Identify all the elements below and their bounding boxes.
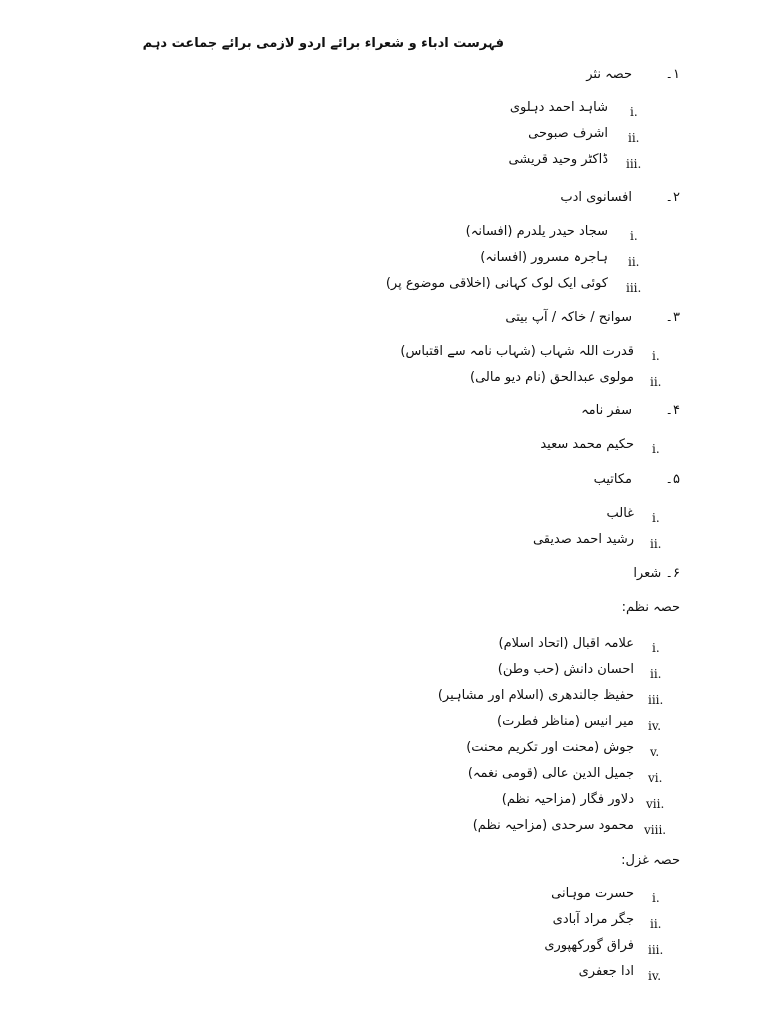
list-item: دلاور فگار (مزاحیہ نظم) xyxy=(501,792,634,807)
section-5-title: مکاتیب xyxy=(593,472,632,487)
list-item-number: iii. xyxy=(648,943,664,957)
list-item: غالب xyxy=(606,506,634,521)
list-item: حسرت موہانی xyxy=(551,886,634,901)
list-item-number: ii. xyxy=(650,537,662,551)
list-item: جمیل الدین عالی (قومی نغمہ) xyxy=(467,766,634,781)
list-item-number: vii. xyxy=(646,797,665,811)
list-item-number: i. xyxy=(652,349,660,363)
list-item-number: ii. xyxy=(650,667,662,681)
list-item: جگر مراد آبادی xyxy=(552,912,634,927)
list-item: محمود سرحدی (مزاحیہ نظم) xyxy=(472,818,634,833)
list-item-number: viii. xyxy=(644,823,667,837)
section-5-number: ۵۔ xyxy=(665,472,680,487)
list-item-number: ii. xyxy=(650,375,662,389)
list-item-number: i. xyxy=(652,891,660,905)
list-item-number: ii. xyxy=(628,255,640,269)
list-item: رشید احمد صدیقی xyxy=(532,532,634,547)
list-item: حفیظ جالندھری (اسلام اور مشاہیر) xyxy=(437,688,634,703)
list-item-number: iv. xyxy=(648,719,662,733)
list-item: قدرت اللہ شہاب (شہاب نامہ سے اقتباس) xyxy=(400,344,634,359)
list-item-number: iii. xyxy=(626,281,642,295)
section-2-title: افسانوی ادب xyxy=(560,190,632,205)
list-item: ہاجرہ مسرور (افسانہ) xyxy=(480,250,608,265)
list-item-number: v. xyxy=(650,745,660,759)
section-3-number: ۳۔ xyxy=(665,310,680,325)
ghazal-heading: حصہ غزل: xyxy=(621,853,680,868)
section-2-number: ۲۔ xyxy=(665,190,680,205)
list-item: شاہد احمد دہلوی xyxy=(509,100,608,115)
list-item: حکیم محمد سعید xyxy=(540,437,634,452)
list-item-number: i. xyxy=(630,229,638,243)
list-item-number: i. xyxy=(652,511,660,525)
page-title: فہرست ادباء و شعراء برائے اردو لازمی برائے جماعت دہم xyxy=(142,36,504,51)
nazm-heading: حصہ نظم: xyxy=(621,600,680,615)
list-item-number: vi. xyxy=(648,771,663,785)
list-item: اشرف صبوحی xyxy=(528,126,608,141)
list-item: احسان دانش (حب وطن) xyxy=(497,662,634,677)
list-item: کوئی ایک لوک کہانی (اخلاقی موضوع پر) xyxy=(385,276,608,291)
list-item-number: iv. xyxy=(648,969,662,983)
section-4-title: سفر نامہ xyxy=(581,403,632,418)
section-3-title: سوانح / خاکہ / آپ بیتی xyxy=(505,310,632,325)
list-item: سجاد حیدر یلدرم (افسانہ) xyxy=(465,224,608,239)
list-item-number: i. xyxy=(652,641,660,655)
section-4-number: ۴۔ xyxy=(665,403,680,418)
section-6-title: ۶۔ شعرا xyxy=(633,566,680,581)
list-item: مولوی عبدالحق (نام دیو مالی) xyxy=(470,370,634,385)
section-1-number: ۱۔ xyxy=(665,67,680,82)
list-item: میر انیس (مناظر فطرت) xyxy=(497,714,634,729)
list-item: ادا جعفری xyxy=(578,964,634,979)
section-1-title: حصہ نثر xyxy=(586,67,632,82)
list-item-number: i. xyxy=(630,105,638,119)
list-item: علامہ اقبال (اتحاد اسلام) xyxy=(498,636,634,651)
list-item-number: ii. xyxy=(650,917,662,931)
list-item: فراق گورکھپوری xyxy=(544,938,634,953)
list-item: ڈاکٹر وحید قریشی xyxy=(508,152,608,167)
list-item: جوش (محنت اور تکریم محنت) xyxy=(466,740,634,755)
list-item-number: iii. xyxy=(648,693,664,707)
list-item-number: i. xyxy=(652,442,660,456)
list-item-number: iii. xyxy=(626,157,642,171)
list-item-number: ii. xyxy=(628,131,640,145)
